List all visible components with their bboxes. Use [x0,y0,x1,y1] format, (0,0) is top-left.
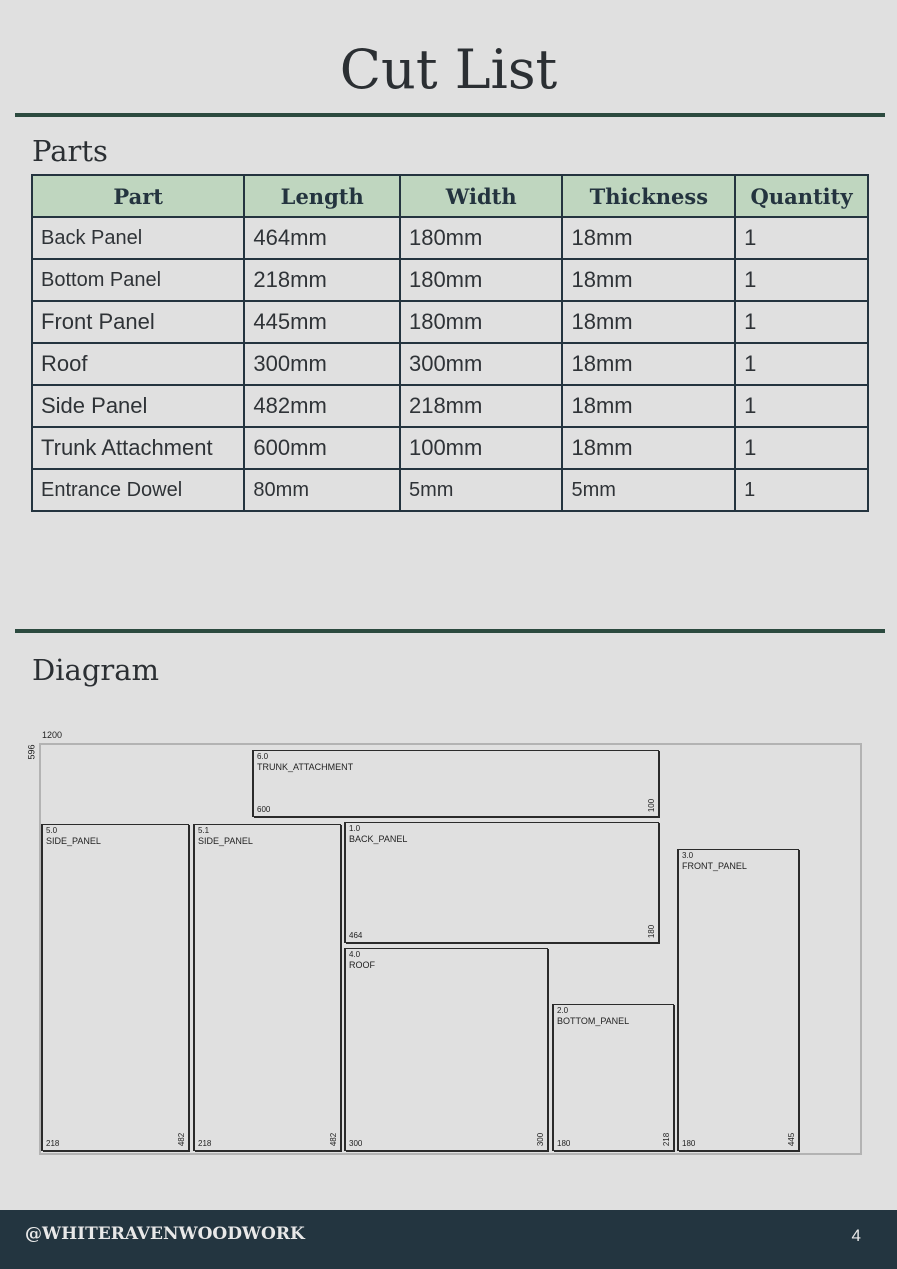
cell-length: 482mm [244,385,400,427]
section-divider [15,629,885,633]
piece-id: 4.0 [349,950,361,959]
table-row [32,343,868,385]
cell-part: Entrance Dowel [32,469,244,511]
cell-width: 180mm [400,259,563,301]
piece-side-panel-2 [194,824,341,1151]
piece-width: 482 [176,1132,186,1147]
table-row [32,217,868,259]
piece-id: 2.0 [557,1006,569,1015]
cell-length: 80mm [244,469,400,511]
cell-quantity: 1 [735,343,868,385]
cell-part: Side Panel [32,385,244,427]
cell-thickness: 18mm [562,259,735,301]
table-row [32,469,868,511]
title-divider [15,113,885,117]
piece-width: 445 [786,1132,796,1147]
cell-width: 300mm [400,343,563,385]
diagram-heading: Diagram [32,653,160,687]
cell-length: 464mm [244,217,400,259]
cell-quantity: 1 [735,469,868,511]
cell-part: Back Panel [32,217,244,259]
piece-width: 100 [646,798,656,813]
piece-name: SIDE_PANEL [46,836,101,846]
piece-length: 600 [257,805,271,814]
cell-quantity: 1 [735,385,868,427]
cell-quantity: 1 [735,259,868,301]
piece-id: 5.1 [198,826,210,835]
cell-width: 100mm [400,427,563,469]
cell-width: 180mm [400,301,563,343]
column-header-width: Width [400,175,563,217]
piece-name: BOTTOM_PANEL [557,1016,630,1026]
piece-front-panel [678,849,799,1151]
table-row [32,427,868,469]
piece-name: FRONT_PANEL [682,861,747,871]
piece-width: 482 [328,1132,338,1147]
table-row [32,301,868,343]
piece-length: 218 [46,1139,60,1148]
cell-thickness: 5mm [562,469,735,511]
table-row [32,259,868,301]
column-header-part: Part [32,175,244,217]
page-number: 4 [851,1226,861,1245]
column-header-length: Length [244,175,400,217]
piece-length: 180 [682,1139,696,1148]
cell-length: 445mm [244,301,400,343]
piece-name: TRUNK_ATTACHMENT [257,762,354,772]
piece-back-panel [345,822,659,943]
piece-roof [345,948,548,1151]
piece-name: ROOF [349,960,375,970]
piece-id: 1.0 [349,824,361,833]
cell-part: Bottom Panel [32,259,244,301]
cell-quantity: 1 [735,217,868,259]
cell-length: 600mm [244,427,400,469]
piece-width: 180 [646,924,656,939]
cell-length: 218mm [244,259,400,301]
column-header-thickness: Thickness [562,175,735,217]
piece-length: 464 [349,931,363,940]
cell-quantity: 1 [735,427,868,469]
cell-part: Front Panel [32,301,244,343]
page-title: Cut List [339,38,558,101]
cell-width: 180mm [400,217,563,259]
parts-table [31,174,869,512]
piece-name: BACK_PANEL [349,834,408,844]
table-header-row [32,175,868,217]
piece-width: 300 [535,1132,545,1147]
piece-name: SIDE_PANEL [198,836,253,846]
cell-thickness: 18mm [562,301,735,343]
piece-trunk-attachment [253,750,659,817]
piece-length: 180 [557,1139,571,1148]
cell-width: 218mm [400,385,563,427]
cell-quantity: 1 [735,301,868,343]
piece-id: 3.0 [682,851,694,860]
piece-length: 218 [198,1139,212,1148]
cell-thickness: 18mm [562,217,735,259]
social-handle: @WHITERAVENWOODWORK [25,1224,305,1244]
cell-thickness: 18mm [562,385,735,427]
piece-id: 6.0 [257,752,269,761]
piece-side-panel-1 [42,824,189,1151]
cell-part: Roof [32,343,244,385]
piece-bottom-panel [553,1004,674,1151]
cell-thickness: 18mm [562,427,735,469]
cell-thickness: 18mm [562,343,735,385]
piece-length: 300 [349,1139,363,1148]
piece-id: 5.0 [46,826,58,835]
cell-length: 300mm [244,343,400,385]
column-header-quantity: Quantity [735,175,868,217]
cell-part: Trunk Attachment [32,427,244,469]
parts-heading: Parts [32,134,108,168]
footer-bar [0,1210,897,1269]
board-height-label: 596 [26,744,37,760]
cell-width: 5mm [400,469,563,511]
board-width-label: 1200 [42,730,63,740]
table-row [32,385,868,427]
piece-width: 218 [661,1132,671,1147]
